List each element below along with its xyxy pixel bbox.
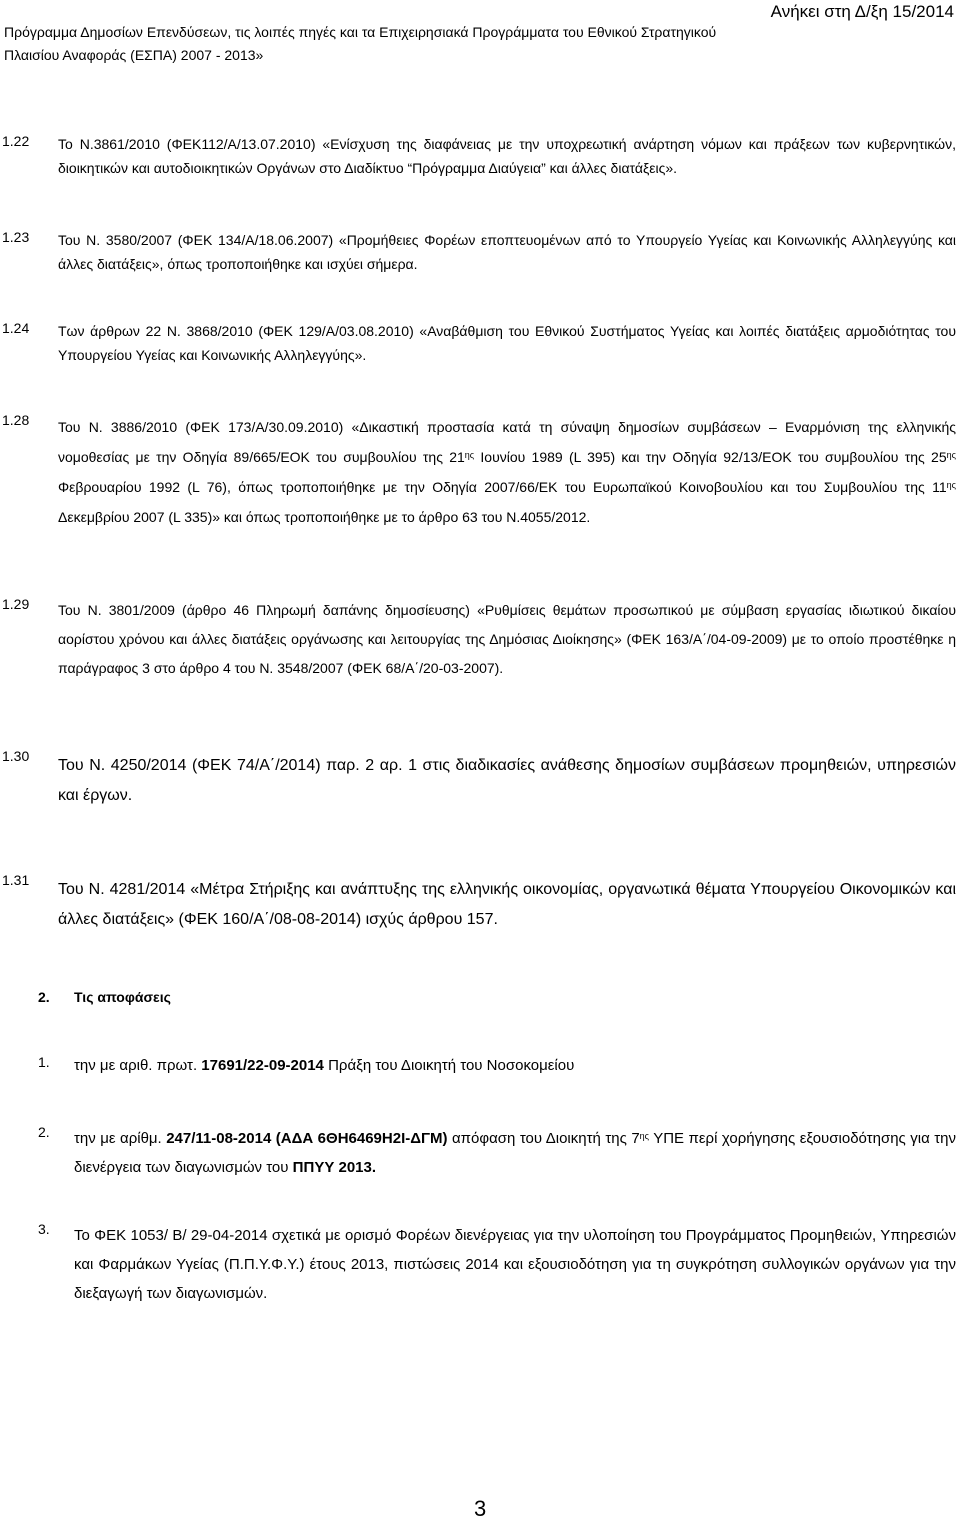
item-text-part: Ιουνίου 1989 (L 395) και την Οδηγία 92/13/ΕΟΚ του συμβουλίου της 25 [474,449,947,465]
item-text: Το Ν.3861/2010 (ΦΕΚ112/Α/13.07.2010) «Ενίσχυση της διαφάνειας με την υποχρεωτική ανάρτηση νόμων και πράξεων των κυβερνητικών, διοικητικών και αυτοδιοικητικών Οργάνων στο Διαδίκτυο “Πρόγραμμα Διαύγεια” και άλλες διατάξεις». [58,136,956,176]
item-text-part: Δεκεμβρίου 2007 (L 335)» και όπως τροποποιήθηκε με το άρθρο 63 του Ν.4055/2012. [58,509,591,525]
decision-number: 1. [38,1054,50,1070]
decision-text-part: απόφαση του Διοικητή της 7 [447,1130,640,1147]
header-reference: Ανήκει στη Δ/ξη 15/2014 [770,2,954,21]
decision-number: 2. [38,1124,50,1140]
ordinal-suffix: ης [639,1131,649,1141]
item-text: Του Ν. 3580/2007 (ΦΕΚ 134/Α/18.06.2007) «Προμήθειες Φορέων εποπτευομένων από το Υπουργείο Υγείας και Κοινωνικής Αλληλεγγύης και άλλες διατάξεις», όπως τροποποιήθηκε και ισχύει σήμερα. [58,232,956,272]
item-number: 1.28 [2,412,30,428]
decision-text-part: την με αριθ. πρωτ. [74,1057,202,1074]
item-number: 1.30 [2,748,30,764]
header-line-2: Πλαισίου Αναφοράς (ΕΣΠΑ) 2007 - 2013» [4,47,264,63]
ordinal-suffix: ης [946,450,956,460]
ordinal-suffix: ης [464,450,475,460]
item-text [58,412,956,532]
section-title: Τις αποφάσεις [74,989,171,1005]
decision-number: 3. [38,1221,50,1237]
decision-reference: 247/11-08-2014 (ΑΔΑ 6ΘΗ6469Η2Ι-ΔΓΜ) [166,1130,448,1147]
item-text-part: Φεβρουαρίου 1992 (L 76), όπως τροποποιήθηκε με την Οδηγία 2007/66/ΕΚ του Ευρωπαϊκού Κοινοβουλίου και του Συμβουλίου της 11 [58,479,947,495]
decision-reference: 17691/22-09-2014 [201,1057,324,1074]
item-text-part: Του Ν. 3886/2010 (ΦΕΚ 173/Α/30.09.2010) «Δικαστική προστασία κατά τη σύναψη δημοσίων συμβάσεων – Εναρμόνιση της ελληνικής νομοθεσίας με την Οδηγία 89/665/ΕΟΚ του συμβουλίου της 21 [58,419,956,465]
decision-text [74,1124,956,1182]
item-text: Του Ν. 4250/2014 (ΦΕΚ 74/Α΄/2014) παρ. 2 αρ. 1 στις διαδικασίες ανάθεσης δημοσίων συμβάσεων προμηθειών, υπηρεσιών και έργων. [58,757,956,804]
decision-text-part: ΥΠΕ περί χορήγησης εξουσιοδότησης για την διενέργεια των διαγωνισμών του [74,1130,956,1176]
decision-text-part: την με αρίθμ. [74,1130,167,1147]
item-text: Των άρθρων 22 Ν. 3868/2010 (ΦΕΚ 129/Α/03.08.2010) «Αναβάθμιση του Εθνικού Συστήματος Υγείας και λοιπές διατάξεις αρμοδιότητας του Υπουργείου Υγείας και Κοινωνικής Αλληλεγγύης». [58,323,956,363]
header-line-1: Πρόγραμμα Δημοσίων Επενδύσεων, τις λοιπές πηγές και τα Επιχειρησιακά Προγράμματα του Εθνικού Στρατηγικού [4,24,717,40]
item-number: 1.23 [2,229,30,245]
page-header [0,0,960,80]
item-number: 1.29 [2,596,30,612]
decision-text: Το ΦΕΚ 1053/ Β/ 29-04-2014 σχετικά με ορισμό Φορέων διενέργειας για την υλοποίηση του Προγράμματος Προμηθειών, Υπηρεσιών και Φαρμάκων Υγείας (Π.Π.Υ.Φ.Υ.) έτους 2013, πιστώσεις 2014 και εξουσιοδότηση για τη συγκρότηση συλλογικών οργάνων για την διεξαγωγή των διαγωνισμών. [74,1227,956,1302]
item-text: Του Ν. 4281/2014 «Μέτρα Στήριξης και ανάπτυξης της ελληνικής οικονομίας, οργανωτικά θέματα Υπουργείου Οικονομικών και άλλες διατάξεις» (ΦΕΚ 160/Α΄/08-08-2014) ισχύς άρθρου 157. [58,881,956,928]
decision-reference: ΠΠΥΥ 2013. [292,1159,377,1176]
section-heading-decisions [38,989,171,1005]
item-number: 1.24 [2,320,30,336]
section-number: 2. [38,989,50,1005]
ordinal-suffix: ης [946,480,956,490]
decision-text-part: Πράξη του Διοικητή του Νοσοκομείου [323,1057,575,1074]
item-number: 1.31 [2,872,30,888]
item-number: 1.22 [2,133,30,149]
page-number: 3 [474,1496,487,1521]
decision-text [74,1054,956,1078]
item-text: Του Ν. 3801/2009 (άρθρο 46 Πληρωμή δαπάνης δημοσίευσης) «Ρυθμίσεις θεμάτων προσωπικού με σύμβαση εργασίας ιδιωτικού δικαίου αορίστου χρόνου και άλλες διατάξεις οργάνωσης και λειτουργίας της Δημόσιας Διοίκησης» (ΦΕΚ 163/Α΄/04-09-2009) με το οποίο προστέθηκε η παράγραφος 3 στο άρθρο 4 του Ν. 3548/2007 (ΦΕΚ 68/Α΄/20-03-2007). [58,602,956,676]
